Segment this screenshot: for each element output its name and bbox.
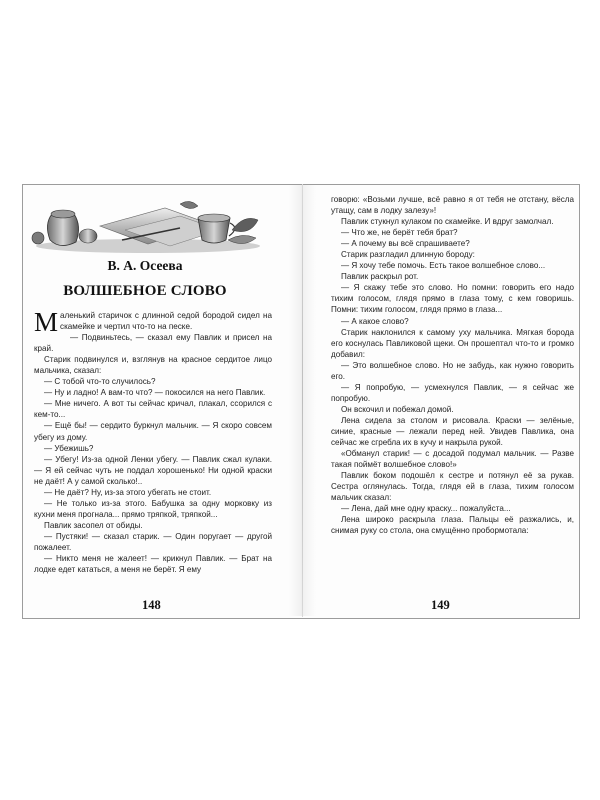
right-page-text (331, 194, 574, 536)
paragraph: — Подвиньтесь, — сказал ему Павлик и присел на край. (34, 333, 272, 354)
paragraph: Павлик боком подошёл к сестре и потянул её за рукав. Сестра оглянулась. Тогда, глядя ей в глаза, тихим голосом мальчик сказал: (331, 471, 574, 503)
paragraph: — Мне ничего. А вот ты сейчас кричал, плакал, ссорился с кем-то... (34, 399, 272, 420)
paragraph: говорю: «Возьми лучше, всё равно я от тебя не отстану, вёсла утащу, сам в лодку залезу»! (331, 195, 574, 216)
paragraph: — Никто меня не жалеет! — крикнул Павлик. — Брат на лодке едет кататься, а меня не берёт. Я ему (34, 554, 272, 575)
paragraph: Старик разгладил длинную бороду: (341, 250, 475, 260)
paragraph: — Я попробую, — усмехнулся Павлик, — я сейчас же попробую. (331, 382, 574, 403)
paragraph: — А почему вы всё спрашиваете? (341, 239, 470, 249)
author-name: В. А. Осеева (107, 258, 183, 273)
book-gutter (302, 184, 303, 617)
paragraph: — Пустяки! — сказал старик. — Один поругает — другой пожалеет. (34, 531, 272, 552)
paragraph: — Что же, не берёт тебя брат? (341, 228, 458, 238)
paragraph: — Ещё бы! — сердито буркнул мальчик. — Я скоро совсем убегу из дому. (34, 421, 272, 442)
paragraph: Он вскочил и побежал домой. (341, 404, 454, 414)
paragraph: Павлик засопел от обиды. (44, 520, 143, 530)
drop-cap: М (34, 307, 59, 337)
paragraph: — Я скажу тебе это слово. Но помни: говорить его надо тихим голосом, глядя прямо в глаза тому, с кем говоришь. Помни: тихим голосом, глядя прямо в глаза... (331, 283, 574, 315)
paragraph: — Не только из-за этого. Бабушка за одну морковку из кухни меня прогнала... прямо тряпкой, тряпкой... (34, 498, 272, 519)
paragraph: — Я хочу тебе помочь. Есть такое волшебное слово... (341, 261, 546, 271)
paragraph: Павлик раскрыл рот. (341, 272, 419, 282)
paragraph: — С тобой что-то случилось? (44, 377, 156, 387)
paragraph: Старик подвинулся и, взглянув на красное сердитое лицо мальчика, сказал: (34, 355, 272, 376)
paragraph: Старик наклонился к самому уху мальчика. Мягкая борода его коснулась Павликовой щеки. Он прошептал что-то и громко добавил: (331, 327, 574, 359)
story-title: ВОЛШЕБНОЕ СЛОВО (63, 283, 227, 299)
paragraph: — Ну и ладно! А вам-то что? — покосился на него Павлик. (44, 388, 266, 398)
paragraph: — Убежишь? (44, 443, 94, 453)
paragraph: Павлик стукнул кулаком по скамейке. И вдруг замолчал. (341, 217, 554, 227)
paragraph: «Обманул старик! — с досадой подумал мальчик. — Разве такая поймёт волшебное слово!» (331, 449, 574, 470)
paragraph: — Лена, дай мне одну краску... пожалуйста... (341, 504, 511, 514)
paragraph: Лена широко раскрыла глаза. Пальцы её разжались, и, снимая руку со стола, она смущённо пробормотала: (331, 515, 574, 536)
still-life-illustration (30, 196, 260, 254)
page-number-right: 149 (431, 598, 450, 612)
paragraph: — Не даёт? Ну, из-за этого убегать не стоит. (44, 487, 212, 497)
page-number-left: 148 (142, 598, 161, 612)
paragraph: — А какое слово? (341, 316, 409, 326)
paragraph: — Это волшебное слово. Но не забудь, как нужно говорить его. (331, 360, 574, 381)
paragraph (34, 307, 272, 337)
paragraph: Лена сидела за столом и рисовала. Краски — зелёные, синие, красные — лежали перед ней. Увидев Павлика, она сейчас же сгребла их в кучу и накрыла рукой. (331, 415, 574, 448)
paragraph: — Убегу! Из-за одной Ленки убегу. — Павлик сжал кулаки. — Я ей сейчас чуть не поддал хорошенько! Ни одной краски не даёт! А у самой сколько!.. (34, 454, 272, 486)
left-page-text (34, 307, 272, 575)
paragraph-text: аленький старичок с длинной седой бородой сидел на скамейке и чертил что-то на песке. (60, 311, 272, 332)
